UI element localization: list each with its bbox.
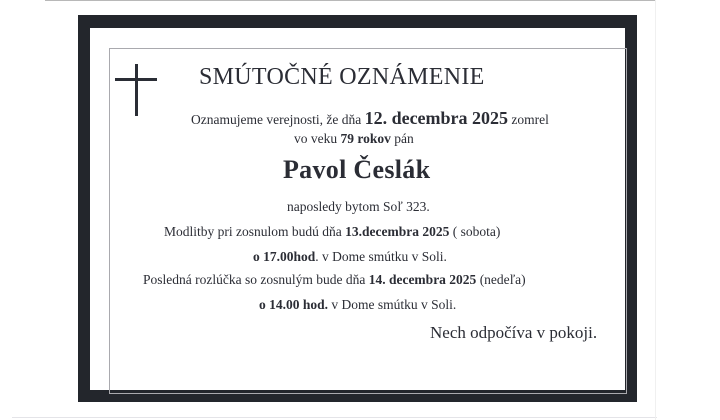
age-value: 79 rokov [340, 131, 391, 146]
prayers-time: o 17.00hod [253, 249, 316, 264]
death-date: 12. decembra 2025 [364, 108, 509, 128]
cross-icon [115, 64, 157, 116]
farewell-time-line: o 14.00 hod. v Dome smútku v Soli. [259, 297, 457, 312]
closing-line: Nech odpočíva v pokoji. [430, 323, 598, 342]
residence-line: naposledy bytom Soľ 323. [287, 199, 430, 214]
farewell-line: Posledná rozlúčka so zosnulým bude dňa 14. decembra 2025 (nedeľa) [143, 272, 526, 287]
age-line: vo veku 79 rokov pán [294, 131, 414, 146]
farewell-date: 14. decembra 2025 [368, 272, 477, 287]
prayers-line: Modlitby pri zosnulom budú dňa 13.decembra 2025 ( sobota) [164, 224, 501, 239]
farewell-time: o 14.00 hod. [259, 297, 329, 312]
deceased-name: Pavol Česlák [283, 155, 431, 184]
page-edge-right [655, 0, 656, 420]
page-edge-top [45, 0, 655, 1]
announcement-title: SMÚTOČNÉ OZNÁMENIE [199, 64, 485, 90]
prayers-time-line: o 17.00hod. v Dome smútku v Soli. [253, 249, 447, 264]
death-announcement-line: Oznamujeme verejnosti, že dňa 12. decembra 2025 zomrel [191, 108, 549, 128]
page-edge-bottom [12, 417, 657, 418]
prayers-date: 13.decembra 2025 [345, 224, 450, 239]
